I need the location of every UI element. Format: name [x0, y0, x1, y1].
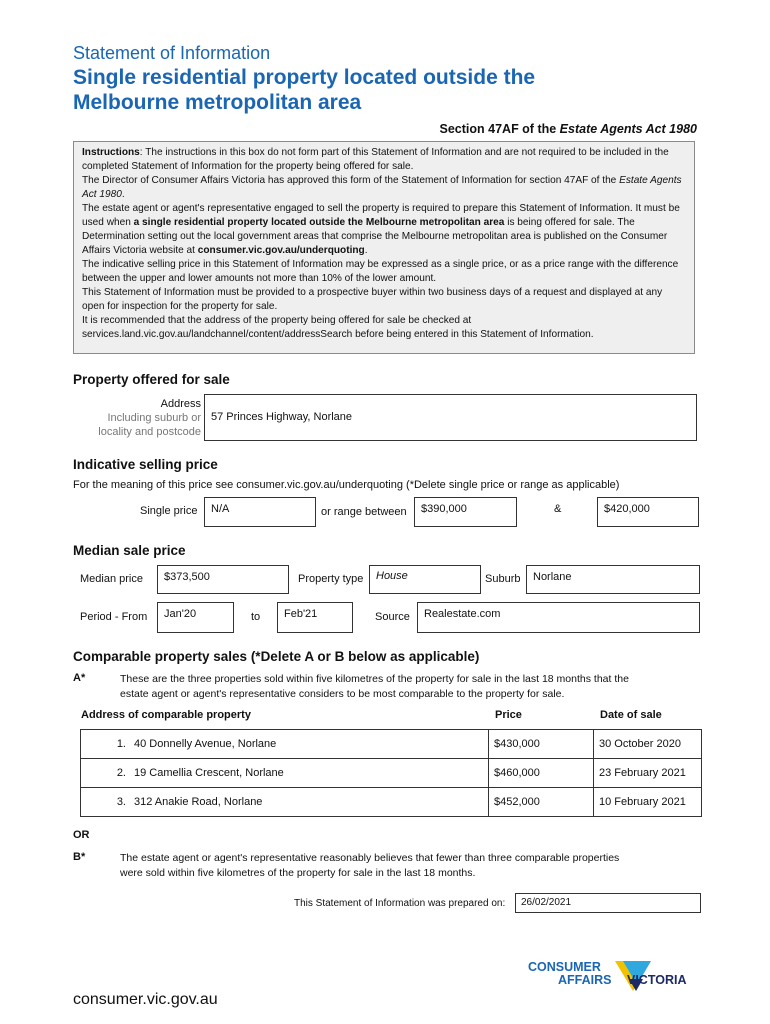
logo-text-affairs: AFFAIRS	[558, 973, 612, 987]
suburb-field[interactable]: Norlane	[526, 565, 700, 594]
address-label: Address	[160, 398, 201, 410]
document-label: Statement of Information	[73, 43, 271, 63]
instructions-p2-end: .	[121, 189, 125, 200]
property-heading: Property offered for sale	[73, 372, 230, 387]
instructions-p3-bold: a single residential property located outside the Melbourne metropolitan area	[133, 217, 505, 228]
prepared-on-label: This Statement of Information was prepared on:	[294, 898, 506, 909]
address-hint-1: Including suburb or	[107, 412, 201, 424]
source-field[interactable]: Realestate.com	[417, 602, 700, 633]
option-b-text-1: The estate agent or agent's representative reasonably believes that fewer than three comparable properties	[120, 852, 620, 864]
title-line-2: Melbourne metropolitan area	[73, 91, 362, 114]
address-label-group	[60, 397, 201, 439]
date-cell[interactable]: 23 February 2021	[594, 759, 702, 788]
col-price-header: Price	[495, 709, 522, 721]
range-low-field[interactable]: $390,000	[414, 497, 517, 527]
price-cell[interactable]: $430,000	[489, 730, 594, 759]
col-date-header: Date of sale	[600, 709, 662, 721]
period-to-field[interactable]: Feb'21	[277, 602, 353, 633]
option-b-label: B*	[73, 851, 86, 863]
section-act: Estate Agents Act 1980	[559, 122, 697, 136]
row-number: 1.	[116, 738, 126, 750]
period-from-label: Period - From	[80, 611, 148, 623]
suburb-label: Suburb	[485, 573, 521, 585]
instructions-p2-text: The Director of Consumer Affairs Victoria has approved this form of the Statement of Information for section 47AF of the	[82, 175, 620, 186]
median-heading: Median sale price	[73, 543, 186, 558]
address-cell[interactable]	[81, 788, 489, 817]
logo-text-victoria: VICTORIA	[627, 973, 687, 987]
option-a-label: A*	[73, 672, 86, 684]
instructions-p3-text-2: is being offered for sale. The Determination setting out the local government areas that comprise the Melbourne metropolitan area is published on the Consumer Affairs Victoria website at	[82, 217, 668, 256]
row-address: 19 Camellia Crescent, Norlane	[134, 767, 284, 779]
address-field[interactable]: 57 Princes Highway, Norlane	[204, 394, 697, 441]
price-cell[interactable]: $452,000	[489, 788, 594, 817]
address-hint-2: locality and postcode	[98, 426, 201, 438]
row-address: 40 Donnelly Avenue, Norlane	[134, 738, 277, 750]
instructions-heading: Instructions	[82, 147, 140, 158]
instructions-p1-text: : The instructions in this box do not form part of this Statement of Information and are not required to be included in the completed Statement of Information for the property being offered for sale.	[82, 147, 669, 172]
document-title	[73, 65, 693, 115]
table-row	[81, 788, 702, 817]
comparable-table	[80, 729, 702, 817]
underquoting-link[interactable]: consumer.vic.gov.au/underquoting	[197, 245, 365, 256]
date-cell[interactable]: 10 February 2021	[594, 788, 702, 817]
table-row	[81, 759, 702, 788]
instructions-p2-act: Estate Agents Act 1980	[82, 175, 682, 200]
instructions-p3-end: .	[364, 245, 368, 256]
footer-url[interactable]: consumer.vic.gov.au	[73, 991, 218, 1008]
property-type-field[interactable]: House	[369, 565, 481, 594]
address-cell[interactable]	[81, 759, 489, 788]
option-a-text	[120, 672, 700, 702]
section-prefix: Section 47AF of the	[439, 122, 560, 136]
option-a-text-1: These are the three properties sold within five kilometres of the property for sale in the last 18 months that the	[120, 673, 629, 685]
median-price-label: Median price	[80, 573, 143, 585]
consumer-affairs-victoria-logo	[527, 959, 707, 1005]
range-ampersand: &	[554, 503, 562, 515]
title-line-1: Single residential property located outside the	[73, 66, 536, 89]
logo-text-consumer: CONSUMER	[528, 960, 601, 974]
price-cell[interactable]: $460,000	[489, 759, 594, 788]
period-from-field[interactable]: Jan'20	[157, 602, 234, 633]
option-b-text-2: were sold within five kilometres of the property for sale in the last 18 months.	[120, 867, 476, 879]
instructions-p5: This Statement of Information must be provided to a prospective buyer within two business days of a request and displayed at any open for inspection for the property for sale.	[82, 287, 663, 312]
instructions-p2	[82, 174, 686, 202]
period-to-label: to	[251, 611, 261, 623]
row-number: 2.	[116, 767, 126, 779]
comparable-heading: Comparable property sales (*Delete A or B below as applicable)	[73, 649, 480, 664]
row-number: 3.	[116, 796, 126, 808]
instructions-p1	[82, 146, 686, 174]
date-cell[interactable]: 30 October 2020	[594, 730, 702, 759]
source-label: Source	[375, 611, 410, 623]
instructions-p4: The indicative selling price in this Statement of Information may be expressed as a single price, or as a price range with the difference between the upper and lower amounts not more than 10% of the lower amount.	[82, 259, 679, 284]
median-price-field[interactable]: $373,500	[157, 565, 289, 594]
address-cell[interactable]	[81, 730, 489, 759]
indicative-heading: Indicative selling price	[73, 457, 218, 472]
instructions-p3	[82, 202, 686, 258]
property-type-label: Property type	[298, 573, 364, 585]
instructions-p6: It is recommended that the address of the property being offered for sale be checked at services.land.vic.gov.au/landchannel/content/addressSearch before being entered in this Statement of Information.	[82, 315, 594, 340]
or-label: OR	[73, 829, 90, 841]
range-high-field[interactable]: $420,000	[597, 497, 699, 527]
table-row	[81, 730, 702, 759]
instructions-box	[73, 141, 695, 354]
single-price-field[interactable]: N/A	[204, 497, 316, 527]
option-a-text-2: estate agent or agent's representative considers to be most comparable to the property for sale.	[120, 688, 565, 700]
range-label: or range between	[321, 506, 407, 518]
section-reference	[440, 122, 697, 136]
prepared-on-field[interactable]: 26/02/2021	[515, 893, 701, 913]
instructions-p3-text: The estate agent or agent's representative engaged to sell the property is required to prepare this Statement of Information. It must be used when	[82, 203, 680, 228]
row-address: 312 Anakie Road, Norlane	[134, 796, 263, 808]
col-address-header: Address of comparable property	[81, 709, 251, 721]
option-b-text	[120, 851, 700, 881]
indicative-note: For the meaning of this price see consumer.vic.gov.au/underquoting (*Delete single price or range as applicable)	[73, 479, 620, 491]
single-price-label: Single price	[140, 505, 198, 517]
